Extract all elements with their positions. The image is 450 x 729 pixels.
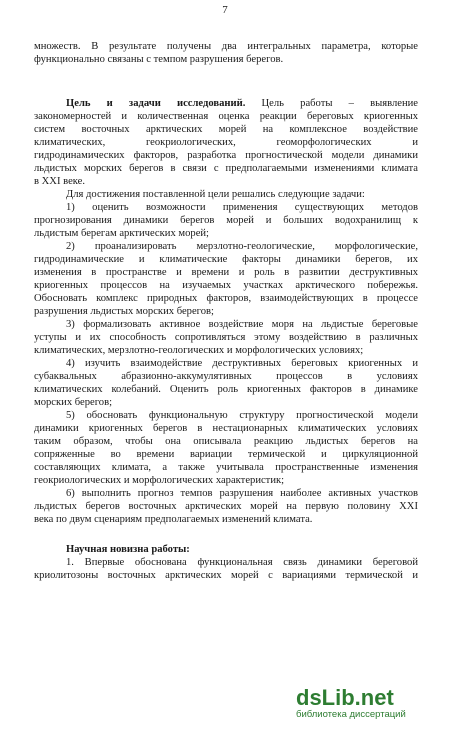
line-text: субаквальных абразионно-аккумулятивных процессов в условиях xyxy=(34,371,418,382)
line-text: льдистых берегов восточных арктических морей на первую половину XXI xyxy=(34,501,418,512)
text-line xyxy=(66,97,418,110)
text-line xyxy=(34,383,418,396)
line-text: 2) проанализировать мерзлотно-геологические, морфологические, xyxy=(66,241,418,252)
line-text: Для достижения поставленной цели решались следующие задачи: xyxy=(66,189,365,200)
section-heading: Научная новизна работы: xyxy=(66,544,190,555)
line-text: Обосновать комплекс природных факторов, взаимодействующих в процессе xyxy=(34,293,418,304)
text-line xyxy=(34,292,418,305)
page-number: 7 xyxy=(222,4,228,16)
line-text: криолитозоны восточных арктических морей с вариациями термической и xyxy=(34,570,418,581)
line-text: века по двум сценариям предполагаемых изменений климата. xyxy=(34,514,313,525)
line-text: сопряженные во времени вариации термической и циркуляционной xyxy=(34,449,418,460)
text-line xyxy=(34,110,418,123)
text-line xyxy=(34,305,418,318)
line-text: льдистых морских берегов в связи с предполагаемыми изменениями климата xyxy=(34,163,418,174)
text-line xyxy=(34,448,418,461)
text-line xyxy=(34,331,418,344)
line-text: 3) формализовать активное воздействие моря на льдистые береговые xyxy=(66,319,418,330)
watermark-caption: библиотека диссертаций xyxy=(296,709,406,720)
line-text: разрушения льдистых морских берегов; xyxy=(34,306,214,317)
text-line xyxy=(34,227,418,240)
line-text: криогенных процессов на изучаемых участках арктического побережья. xyxy=(34,280,418,291)
line-text: 1. Впервые обоснована функциональная связь динамики береговой xyxy=(66,557,418,568)
text-line xyxy=(34,461,418,474)
line-text: уступы и их способность сопротивляться этому воздействию в различных xyxy=(34,332,418,343)
text-line xyxy=(66,357,418,370)
site-watermark xyxy=(248,685,438,721)
text-line xyxy=(34,370,418,383)
line-text: таким образом, чтобы она описывала реакцию льдистых берегов на xyxy=(34,436,418,447)
text-line xyxy=(66,409,418,422)
text-line xyxy=(34,500,418,513)
line-text: 5) обосновать функциональную структуру прогностической модели xyxy=(66,410,418,421)
section-heading: Цель и задачи исследований. xyxy=(66,98,246,109)
text-line xyxy=(34,513,418,526)
line-text: изменения в пространстве и времени и роль в развитии деструктивных xyxy=(34,267,418,278)
text-line xyxy=(66,240,418,253)
line-text: 1) оценить возможности применения существующих методов xyxy=(66,202,418,213)
text-line xyxy=(34,279,418,292)
line-text: морских берегов; xyxy=(34,397,113,408)
text-line xyxy=(34,569,418,582)
watermark-logo: dsLib.net xyxy=(296,685,394,710)
line-text: климатических, мерзлотно-геологических и морфологических условиях; xyxy=(34,345,364,356)
line-text: льдистым берегам арктических морей; xyxy=(34,228,210,239)
text-line xyxy=(34,435,418,448)
text-line xyxy=(66,556,418,569)
line-text: составляющих климата, а также учитывала пространственные изменения xyxy=(34,462,418,473)
text-line xyxy=(34,344,418,357)
text-line xyxy=(66,318,418,331)
text-line xyxy=(34,175,418,188)
line-text: 6) выполнить прогноз темпов разрушения наиболее активных участков xyxy=(66,488,418,499)
text-line xyxy=(34,162,418,175)
line-text: климатических, геокриологических, геоморфологических и xyxy=(34,137,418,148)
text-line xyxy=(66,487,418,500)
line-text: множеств. В результате получены два интегральных параметра, которые xyxy=(34,41,418,52)
line-text: систем восточных арктических морей на комплексное воздействие xyxy=(34,124,418,135)
line-text: функционально связаны с темпом разрушения берегов. xyxy=(34,54,284,65)
line-text: климатических колебаний. Оценить роль криогенных факторов в динамике xyxy=(34,384,418,395)
text-line xyxy=(34,474,418,487)
line-text: динамики криогенных берегов в нестационарных климатических условиях xyxy=(34,423,418,434)
line-text: гидродинамических факторов, разработка прогностической модели динамики xyxy=(34,150,418,161)
line-text: прогнозирования динамики берегов морей и больших водохранилищ к xyxy=(34,215,418,226)
text-line xyxy=(34,266,418,279)
text-line xyxy=(34,396,418,409)
text-line xyxy=(34,422,418,435)
text-line xyxy=(34,40,418,53)
text-line xyxy=(66,543,418,556)
text-line xyxy=(34,253,418,266)
text-line xyxy=(34,149,418,162)
text-line xyxy=(34,214,418,227)
line-text: 4) изучить взаимодействие деструктивных береговых криогенных и xyxy=(66,358,418,369)
text-line xyxy=(66,201,418,214)
text-line xyxy=(34,123,418,136)
line-text: Цель работы – выявление xyxy=(245,98,418,109)
text-line xyxy=(66,188,418,201)
line-text: в XXI веке. xyxy=(34,176,86,187)
line-text: гидродинамические и климатические факторы динамики берегов, их xyxy=(34,254,418,265)
text-line xyxy=(34,53,418,66)
line-text: геокриологических и морфологических характеристик; xyxy=(34,475,285,486)
text-line xyxy=(34,136,418,149)
line-text: закономерностей и количественная оценка реакции береговых криогенных xyxy=(34,111,418,122)
